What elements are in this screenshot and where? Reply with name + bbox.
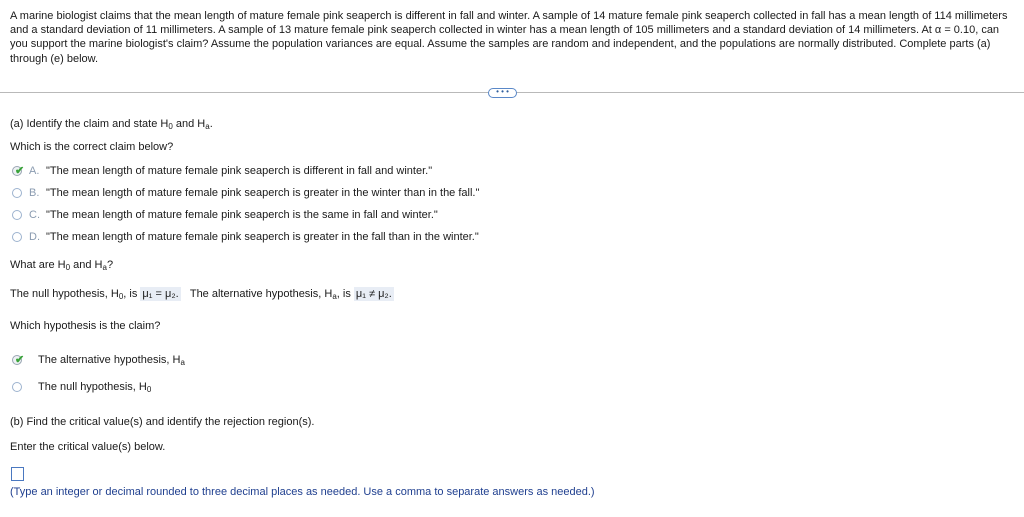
claim-option-a[interactable] <box>12 164 432 178</box>
claim-option-b[interactable] <box>12 186 479 200</box>
option-text: The null hypothesis, $H_0$ <box>38 381 152 394</box>
option-text: The alternative hypothesis, $H_a$ <box>38 354 185 367</box>
claim-option-d[interactable] <box>12 230 479 244</box>
part-b-prompt: Enter the critical value(s) below. <box>10 441 166 453</box>
option-letter: B. <box>29 187 40 199</box>
option-text: "The mean length of mature female pink seaperch is the same in fall and winter." <box>46 209 438 221</box>
option-text: "The mean length of mature female pink seaperch is greater in the fall than in the winter." <box>46 231 479 243</box>
hypotheses-question: What are $H_0$ and $H_a$? <box>10 259 114 272</box>
part-b-heading: (b) Find the critical value(s) and identify the rejection region(s). <box>10 416 315 428</box>
option-letter: C. <box>29 209 40 221</box>
claim-hypothesis-option-null[interactable] <box>12 380 151 394</box>
radio-button[interactable] <box>12 232 22 242</box>
expand-more-button[interactable]: • • • <box>488 88 517 98</box>
radio-selected[interactable] <box>12 354 25 366</box>
radio-button[interactable] <box>12 382 22 392</box>
part-a-heading: (a) Identify the claim and state $H_0$ and $H_a$. <box>10 118 213 131</box>
option-text: "The mean length of mature female pink seaperch is different in fall and winter." <box>46 165 433 177</box>
option-letter: A. <box>29 165 40 177</box>
check-icon: ✔ <box>15 165 25 177</box>
claim-hypothesis-question: Which hypothesis is the claim? <box>10 320 161 332</box>
alt-hypothesis-answer[interactable]: μ₁ ≠ μ₂. <box>355 288 392 300</box>
critical-value-input[interactable] <box>11 467 24 481</box>
radio-button[interactable] <box>12 188 22 198</box>
problem-statement: A marine biologist claims that the mean length of mature female pink seaperch is different in fall and winter. A sample of 14 mature female pink seaperch collected in fall has a mean length of 114 millimeters and a standard deviation of 11 millimeters. A sample of 13 mature female pink seaperch collected in winter has a mean length of 105 millimeters and a standard deviation of 14 millimeters. At α = 0.10, can you support the marine biologist's claim? Assume the population variances are equal. Assume the samples are random and independent, and the populations are normally distributed. Complete parts (a) through (e) below. <box>10 10 1008 65</box>
input-hint: (Type an integer or decimal rounded to three decimal places as needed. Use a comma to separate answers as needed.) <box>10 486 595 498</box>
check-icon: ✔ <box>15 354 25 366</box>
radio-button[interactable] <box>12 210 22 220</box>
option-text: "The mean length of mature female pink seaperch is greater in the winter than in the fall." <box>46 187 480 199</box>
radio-selected[interactable] <box>12 165 25 177</box>
claim-hypothesis-option-alternative[interactable] <box>12 353 185 367</box>
option-letter: D. <box>29 231 40 243</box>
hypotheses-statement: The null hypothesis, $H_0$, is μ₁ = μ₂. The alternative hypothesis, $H_a$, is μ₁ ≠ μ₂. <box>10 288 392 301</box>
claim-option-c[interactable] <box>12 208 438 222</box>
claim-question: Which is the correct claim below? <box>10 141 174 153</box>
null-hypothesis-answer[interactable]: μ₁ = μ₂. <box>142 288 179 300</box>
